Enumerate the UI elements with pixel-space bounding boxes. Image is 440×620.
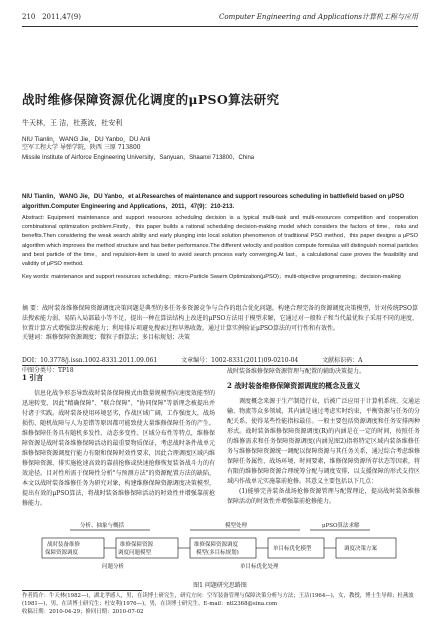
section-heading-concept: 2 战时装备维修保障资源调度的概念及意义 (227, 381, 361, 390)
class-number: 中图分类号：TP18 (22, 367, 74, 374)
abstract-en: Abstract: Equipment maintenance and support resources scheduling decision is a typical multi-task and multi-resources competition and cooperation combinational optimization problem.Firstly，this paper builds a rational scheduling decision-making model which considers the factors of time，risks and benefits.Then considering the weak search ability and early plunging into local solution phenomenon of traditional PSO method，this paper designs a μPSO algorithm which improves the method structure and has better performance.The different velocity and position compute formulas will distinguish normal particles and best particle of the time，and repulsion-item is used to avoid search process early converging.At last，a calculational case proves the feasibility and validity of μPSO method. (22, 215, 418, 268)
label-analysis: 分析、抽象与概括 (80, 523, 125, 529)
abstract-cn (22, 304, 418, 343)
box-text-1a: 战时装备维修 (47, 542, 81, 548)
box-text-2a: 维修保障资源 (120, 542, 154, 548)
box-text-3b: 模型(多目标规划) (196, 550, 239, 556)
affiliation-en: Missile Institute of Airforce Engineering University，Sanyuan，Shaanxi 713800，China (22, 155, 255, 161)
journal-name: Computer Engineering and Applications计算机工程与应用 (219, 13, 418, 21)
header-left (22, 10, 81, 24)
label-single-obj: 单目标优化处理 (240, 564, 279, 570)
box-text-5: 调度决策方案 (344, 546, 378, 552)
received-dates: 收稿日期：2010-04-29；修回日期：2010-07-02 (22, 609, 144, 616)
meta-rule (22, 365, 418, 366)
header-rule (22, 26, 418, 27)
box-text-1b: 保障资源调度 (45, 550, 79, 556)
citation: NIU Tianlin，WANG Jie，DU Yanbo，et al.Researches of maintenance and support resources scheduling in battlefield based on μPSO algorithm.Computer Engineering and Applications，2011，47(9)：210-213. (22, 194, 405, 210)
intro-continued: 战时装备维修保障资源管理与配置的辅助决策提力。 (227, 368, 366, 375)
box-text-3a: 维修保障资源调度 (194, 542, 239, 548)
label-model-processing: 模型处理 (225, 523, 248, 529)
label-problem-analysis: 问题分析 (102, 564, 125, 570)
doi: DOI：10.3778/j.issn.1002-8331.2011.09.061 (22, 357, 158, 364)
section-heading-intro: 1 引言 (22, 373, 44, 382)
figure-flowchart (40, 520, 400, 574)
page-number: 210 (22, 13, 36, 21)
concept-paragraph-2: (1)能够完善装备战场抢修资源管理与配置理论，提高战时装备维修保障活动的时效性并增强靠前抢修能力。 (227, 488, 420, 505)
right-column (227, 367, 420, 507)
authors-en: NIU Tianlin，WANG Jie，DU Yanbo，DU Anli (22, 136, 151, 143)
article-number: 文章编号：1002-8331(2011)09-0210-04 (181, 357, 299, 364)
issue-info: 2011,47(9) (42, 13, 81, 21)
box-text-4: 单目标优化模型 (273, 546, 312, 552)
running-header (22, 10, 418, 24)
left-column (22, 373, 215, 509)
affiliation-cn: 空军工程大学 导弹学院，陕西 三原 713800 (22, 144, 141, 151)
footnote-rule (22, 590, 142, 591)
author-bio: 作者简介：牛天林(1982—)，湖北孝感人，男，在读博士研究生，研究方向：空军装备管理与保障决策分析与方法；王洁(1964—)，女，教授，博士生导师；杜燕波(1981—)，男，在读博士研究生；杜安利(1976—)，男，在读博士研究生。E-mail：ntl2368@sina.com (22, 593, 414, 608)
doc-code: 文献标识码：A (322, 357, 363, 364)
concept-paragraph: 调度概念来源于生产制造行业，后被广泛应用于计算机系统、交通运输、物流等众多领域，其内涵是通过考虑实时约束，平衡资源与任务的分配关系，使得某些性能指标最佳。一般主要包括资源调度和任务安排两种形式。战时装备维修保障资源调度(R)的内涵是在一定的时间，按照任务的维修需求和任务保障资源调度(内涵见图2)指将特定区域内装备维修任务与维修保障资源统一调配以保障资源与其任务关系，通过综合考虑维修保障任务属性、战场环境、时间要素，维修保障资源所存状态等因素，将有限的维修保障资源合理统筹分配与调度安排，以支援保障的形式支持区域内作战单元实施靠前抢修。其意义主要包括以下几点： (227, 398, 420, 485)
keywords-cn: 关键词：维修保障资源调度；微粒子群算法；多目标规划；决策 (22, 334, 191, 342)
intro-paragraph: 信息化战争形态导致战时装备保障模式由数量规模型向速度效能型的迅速转变，因此"精确保障"、"联合保障"、"协同保障"等新理念被提出并付诸于实践。战时装备使用环境恶劣，作战区域广阔，工作强度大，战场损伤、随机故障与人为差错等原因都可能致使大量维修保障任务的产生。维修保障任务具有随机多发性、动态多变性、区域分布性等特点，维修保障资源是战时装备维修保障活动的最重要物质保证，考虑战时条件战单元维修保障资源调度行能力有限和保障时效性要求，因此合理调度区域内维修保障资源，排实施抢速高效的靠前抢修或快速抢修恢复装备战斗力的有效途径。目对性所需于保障性分析"与预测方法"的资源配置方法的缺陷，本文以战时装备维修任务为研究对象，构建维修保障资源调度决策模型，提出有效的μPSO算法，将战时装备维修保障活动的时效性并增强靠前抢修能力。 (22, 390, 215, 507)
box-text-2b: 调度问题模型 (118, 550, 152, 556)
figure-caption: 图1 问题研究思路图 (193, 582, 247, 589)
label-pso-solve: μPSO算法求解 (322, 523, 360, 529)
keywords-en: Key words: maintenance and support resources scheduling；micro-Particle Swarm Optimization(μPSO)；multi-objective programming；decision-making (22, 274, 401, 280)
paper-title: 战时维修保障资源优化调度的μPSO算法研究 (22, 92, 280, 107)
footnotes (22, 592, 418, 617)
flowchart-svg (40, 520, 400, 576)
authors-cn: 牛天林，王 洁，杜燕波，杜安利 (22, 119, 123, 127)
abstract-cn-text: 摘 要：战时装备维修保障资源调度决策问题是典型的多任务多资源竞争与合作的组合优化问题。构建合理完备的资源调度决策模型，针对传统PSO算法搜索能力弱，易陷入局部最小等不足，提出一种在算法结构上改进的μPSO方法用于模型求解，它通过对一般粒子和当代最优粒子采用不同的速度、位置计算方式增强算法搜索能力；利用排斥项避免搜索过程早熟收敛。通过计算实例验证μPSO算法的可行性和有效性。 (22, 305, 418, 332)
